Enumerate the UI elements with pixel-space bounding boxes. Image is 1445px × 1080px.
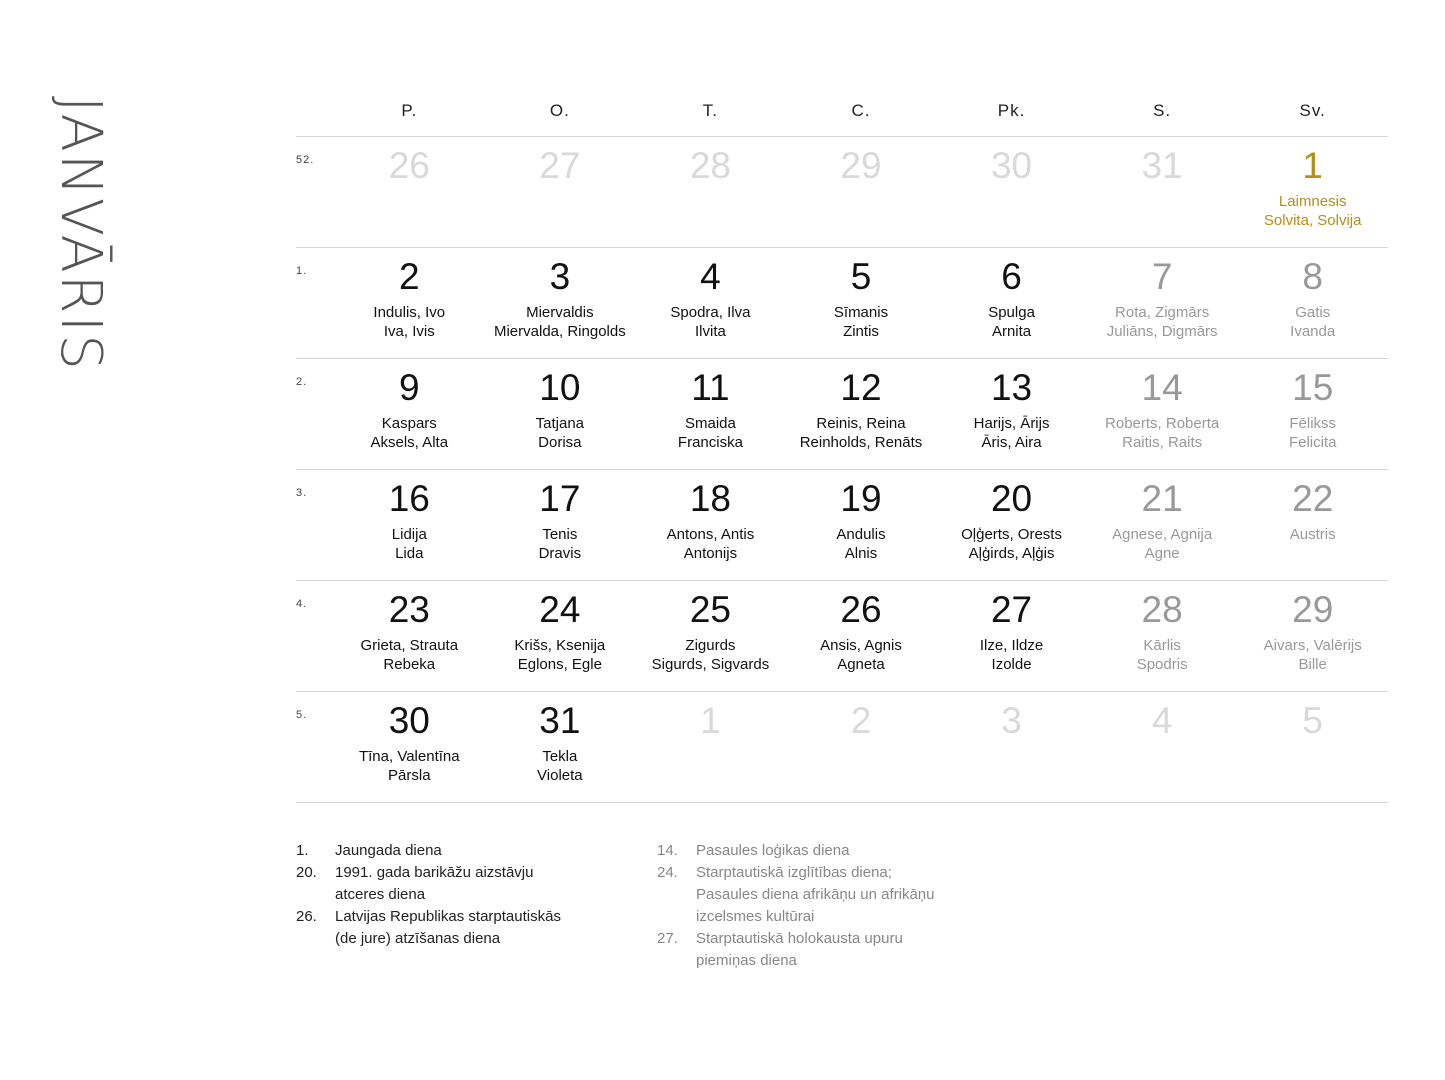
name-day-line: Tekla [542,748,578,765]
weekday-thursday: C. [851,101,871,120]
name-day-line: Lida [395,545,424,562]
day-cell [334,581,485,691]
name-day-line: Aļģirds, Aļģis [968,545,1055,562]
day-number: 1 [1302,145,1323,186]
name-day-line: Zigurds [685,637,736,654]
day-number: 8 [1302,256,1323,297]
name-day-line: Āris, Aira [981,434,1042,451]
day-number: 15 [1292,367,1334,408]
name-day-line: Antonijs [683,545,738,562]
name-day-list [961,525,1062,563]
day-number: 2 [398,256,420,297]
name-day-line: Lidija [391,526,427,543]
note-item [657,862,935,928]
week-row [296,692,1388,803]
day-cell [485,470,636,580]
day-cell [334,248,485,358]
day-cell [936,137,1087,247]
day-number: 2 [850,700,872,741]
name-day-line: Miervalda, Ringolds [493,323,626,340]
day-number: 28 [1141,589,1183,630]
name-day-list [836,525,885,563]
week-row [296,581,1388,692]
name-day-list [361,636,459,674]
day-cell [485,137,636,247]
day-number: 21 [1141,478,1183,519]
weekday-header [296,86,1388,137]
name-day-line: Solvita, Solvija [1263,212,1362,229]
name-day-line: Agne [1144,545,1180,562]
name-day-line: Tenis [542,526,578,543]
name-day-line: Franciska [677,434,743,451]
name-day-list [974,414,1050,452]
note-line: Starptautiskā izglītības diena; [696,864,892,881]
day-number: 20 [990,478,1033,519]
name-day-line: Ilze, Ildze [979,637,1044,654]
name-day-list [1264,636,1362,674]
name-day-list [1290,303,1335,341]
day-cell [936,692,1087,802]
name-day-line: Eglons, Egle [517,656,602,673]
day-cell [635,359,786,469]
name-day-line: Kaspars [381,415,437,432]
name-day-line: Laimnesis [1278,193,1347,210]
day-number: 12 [840,367,882,408]
name-day-line: Aksels, Alta [370,434,449,451]
name-day-list [392,525,427,563]
name-day-line: Rota, Zigmārs [1115,304,1210,321]
day-number: 19 [840,478,882,519]
weekday-saturday: S. [1153,101,1172,120]
day-cell [1237,581,1388,691]
note-date: 26. [296,908,317,925]
weekday-tuesday: O. [549,101,570,120]
week-row [296,137,1388,248]
name-day-line: Andulis [836,526,886,543]
day-number: 26 [840,589,882,630]
name-day-line: Izolde [991,656,1032,673]
note-item [296,906,561,950]
week-number: 1. [296,265,308,277]
day-number: 29 [1292,589,1334,630]
name-day-list [1290,525,1336,544]
name-day-line: Alnis [844,545,878,562]
name-day-line: Ilvita [694,323,726,340]
day-cell [635,137,786,247]
day-number: 24 [539,589,581,630]
note-date: 27. [657,930,678,947]
day-cell [1237,470,1388,580]
weekday-wednesday: T. [702,101,719,120]
day-cell [635,692,786,802]
day-cell [485,581,636,691]
day-cell [786,248,937,358]
name-day-list [1137,636,1188,674]
note-date: 14. [657,842,678,859]
note-item [657,928,935,972]
name-day-list [652,636,770,674]
note-line: Jaungada diena [335,842,442,859]
name-day-list [359,747,460,785]
day-cell [485,692,636,802]
note-line: piemiņas diena [696,952,797,969]
name-day-line: Raitis, Raits [1122,434,1203,451]
weekday-friday: Pk. [997,101,1026,120]
day-cell [635,581,786,691]
name-day-line: Grieta, Strauta [360,637,459,654]
day-cell [485,359,636,469]
day-cell [485,248,636,358]
week-row [296,248,1388,359]
day-cell [334,470,485,580]
name-day-line: Arnita [991,323,1032,340]
note-item [296,840,561,862]
day-cell [786,470,937,580]
name-day-list [988,303,1035,341]
name-day-list [537,747,583,785]
day-cell [334,692,485,802]
week-number: 5. [296,709,308,721]
day-cell [786,692,937,802]
day-cell [1237,359,1388,469]
day-cell [1087,692,1238,802]
day-number: 22 [1292,478,1334,519]
name-day-line: Zintis [843,323,879,340]
day-number: 27 [990,589,1033,630]
name-day-line: Sīmanis [833,304,889,321]
week-number: 3. [296,487,308,499]
name-day-list [494,303,626,341]
name-day-list [1107,303,1218,341]
name-day-list [539,525,582,563]
name-day-list [667,525,755,563]
day-number: 14 [1141,367,1183,408]
note-text [696,928,935,972]
calendar-grid [296,86,1388,803]
name-day-line: Bille [1298,656,1327,673]
name-day-line: Aivars, Valērijs [1263,637,1362,654]
note-line: Pasaules diena afrikāņu un afrikāņu [696,886,935,903]
day-number: 16 [388,478,430,519]
name-day-line: Iva, Ivis [383,323,435,340]
name-day-list [371,414,449,452]
day-number: 31 [539,700,581,741]
name-day-line: Agnese, Agnija [1112,526,1213,543]
day-number: 1 [700,700,721,741]
day-cell [1087,137,1238,247]
name-day-line: Oļģerts, Orests [961,526,1062,543]
name-day-line: Reinis, Reina [816,415,906,432]
name-day-line: Kārlis [1143,637,1181,654]
day-cell [635,470,786,580]
name-day-line: Felicita [1288,434,1337,451]
name-day-line: Smaida [684,415,736,432]
day-number: 26 [388,145,430,186]
notes-list-observances [657,840,935,972]
day-cell [936,248,1087,358]
day-cell [786,359,937,469]
name-day-line: Tatjana [535,415,585,432]
day-number: 31 [1141,145,1183,186]
name-day-list [1105,414,1219,452]
note-text [335,906,561,950]
note-line: Starptautiskā holokausta upuru [696,930,903,947]
weeks-container [296,137,1388,803]
name-day-line: Harijs, Ārijs [973,415,1050,432]
note-date: 1. [296,842,309,859]
day-cell [334,137,485,247]
week-number: 52. [296,154,315,166]
name-day-line: Krišs, Ksenija [514,637,606,654]
name-day-line: Antons, Antis [666,526,755,543]
day-cell [1237,137,1388,247]
name-day-list [678,414,743,452]
note-date: 24. [657,864,678,881]
day-number: 18 [689,478,731,519]
weekday-monday: P. [401,101,418,120]
name-day-line: Dorisa [538,434,582,451]
day-number: 9 [398,367,420,408]
note-text [696,862,935,928]
day-number: 29 [840,145,882,186]
name-day-line: Reinholds, Renāts [799,434,923,451]
note-line: 1991. gada barikāžu aizstāvju [335,864,534,881]
name-day-line: Rebeka [383,656,436,673]
name-day-line: Indulis, Ivo [373,304,446,321]
name-day-line: Roberts, Roberta [1105,415,1220,432]
day-number: 6 [1001,256,1022,297]
day-number: 13 [990,367,1033,408]
day-cell [786,581,937,691]
note-line: Pasaules loģikas diena [696,842,850,859]
name-day-line: Fēlikss [1289,415,1337,432]
name-day-list [670,303,750,341]
month-title: JANVĀRIS [48,96,113,372]
name-day-line: Tīna, Valentīna [358,748,460,765]
note-text [696,840,935,862]
day-cell [334,359,485,469]
day-cell [786,137,937,247]
day-cell [1087,248,1238,358]
weekday-sunday: Sv. [1299,101,1326,120]
day-number: 30 [388,700,430,741]
note-item [296,862,561,906]
name-day-line: Pārsla [388,767,431,784]
week-row [296,470,1388,581]
week-row [296,359,1388,470]
day-number: 17 [539,478,581,519]
day-cell [635,248,786,358]
day-number: 30 [990,145,1033,186]
name-day-line: Austris [1289,526,1336,543]
day-cell [1087,470,1238,580]
name-day-line: Ivanda [1290,323,1336,340]
day-number: 7 [1151,256,1173,297]
name-day-list [1112,525,1212,563]
day-number: 4 [700,256,721,297]
name-day-line: Sigurds, Sigvards [651,656,770,673]
day-number: 28 [689,145,731,186]
name-day-list [980,636,1043,674]
name-day-list [536,414,584,452]
day-cell [1087,581,1238,691]
day-cell [1087,359,1238,469]
name-day-list [1264,192,1362,230]
name-day-list [820,636,902,674]
day-number: 3 [549,256,571,297]
note-text [335,862,561,906]
name-day-list [373,303,445,341]
week-number: 2. [296,376,308,388]
day-cell [936,470,1087,580]
name-day-line: Juliāns, Digmārs [1106,323,1218,340]
week-number: 4. [296,598,308,610]
name-day-line: Dravis [538,545,582,562]
notes-list-holidays [296,840,561,950]
day-number: 23 [388,589,430,630]
day-number: 4 [1151,700,1173,741]
name-day-line: Spulga [988,304,1035,321]
name-day-list [834,303,888,341]
note-line: atceres diena [335,886,426,903]
name-day-line: Miervaldis [526,304,594,321]
name-day-list [800,414,923,452]
note-date: 20. [296,864,317,881]
day-number: 10 [539,367,581,408]
name-day-list [1289,414,1337,452]
note-text [335,840,561,862]
name-day-line: Gatis [1295,304,1331,321]
name-day-line: Ansis, Agnis [820,637,902,654]
note-item [657,840,935,862]
day-cell [936,581,1087,691]
name-day-line: Spodra, Ilva [670,304,751,321]
name-day-list [514,636,605,674]
day-number: 27 [539,145,581,186]
day-cell [936,359,1087,469]
note-line: izcelsmes kultūrai [696,908,815,925]
day-number: 5 [850,256,872,297]
note-line: Latvijas Republikas starptautiskās [335,908,561,925]
name-day-line: Agneta [837,656,885,673]
name-day-line: Violeta [537,767,583,784]
note-line: (de jure) atzīšanas diena [335,930,501,947]
name-day-line: Spodris [1136,656,1188,673]
day-cell [1237,692,1388,802]
day-number: 11 [691,367,730,408]
day-number: 3 [1001,700,1022,741]
day-number: 25 [689,589,731,630]
day-number: 5 [1302,700,1323,741]
day-cell [1237,248,1388,358]
